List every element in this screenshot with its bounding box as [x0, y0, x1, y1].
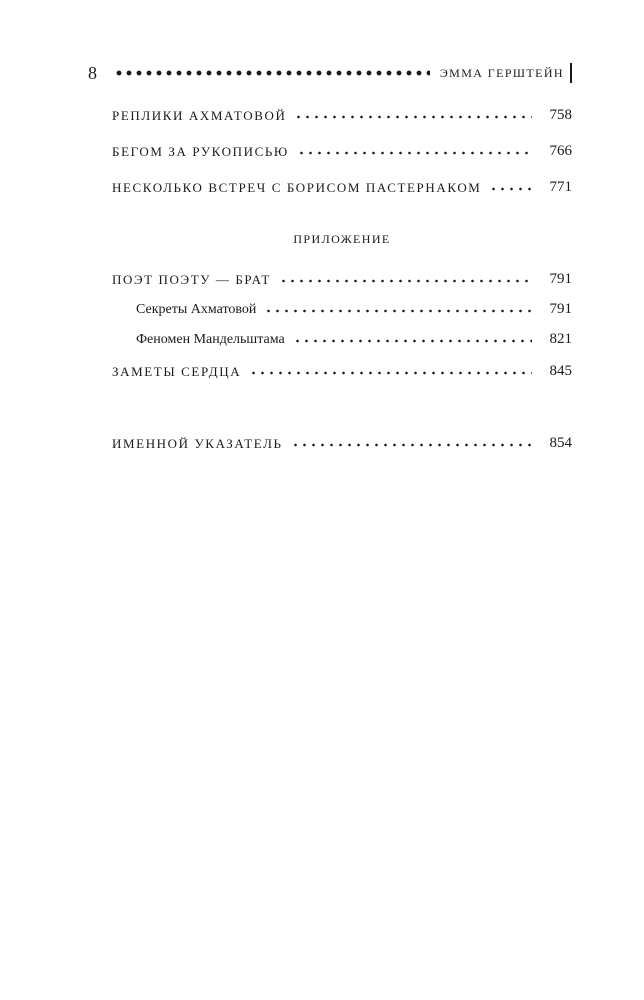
toc-dot-leader: [293, 339, 532, 343]
toc-dot-leader: [297, 151, 532, 155]
toc-subentry-page: 791: [549, 301, 572, 317]
toc-entry-title: НЕСКОЛЬКО ВСТРЕЧ С БОРИСОМ ПАСТЕРНАКОМ: [112, 180, 482, 195]
toc-subentry-page: 821: [549, 331, 572, 347]
toc-entry-page: 845: [549, 363, 572, 379]
toc-entry-index[interactable]: [112, 428, 572, 452]
header-dot-rule: [114, 70, 430, 76]
toc-dot-leader: [489, 187, 532, 191]
toc-entry[interactable]: [112, 172, 572, 196]
toc-subentry[interactable]: [136, 324, 572, 348]
toc-dot-leader: [294, 115, 532, 119]
toc-entry[interactable]: [112, 136, 572, 160]
toc-entry-title: ИМЕННОЙ УКАЗАТЕЛЬ: [112, 436, 283, 451]
toc-entry-title: ПОЭТ ПОЭТУ — БРАТ: [112, 272, 271, 287]
toc-entry-title: РЕПЛИКИ АХМАТОВОЙ: [112, 108, 287, 123]
toc-dot-leader: [291, 443, 532, 447]
page-number: 8: [88, 62, 97, 83]
toc-dot-leader: [264, 309, 532, 313]
toc-entry-page: 791: [549, 271, 572, 287]
toc-subentry-title: Секреты Ахматовой: [136, 302, 257, 317]
toc-entry-page: 758: [549, 107, 572, 123]
header-vertical-bar: [570, 63, 572, 83]
toc-entry[interactable]: [112, 356, 572, 380]
appendix-heading: ПРИЛОЖЕНИЕ: [293, 232, 391, 246]
running-head: [88, 60, 572, 86]
toc-entry[interactable]: [112, 264, 572, 288]
toc-entry-title: БЕГОМ ЗА РУКОПИСЬЮ: [112, 144, 289, 159]
toc-subentry-title: Феномен Мандельштама: [136, 332, 285, 347]
toc-entry-page: 771: [549, 179, 572, 195]
toc-dot-leader: [249, 371, 532, 375]
running-head-author: ЭММА ГЕРШТЕЙН: [439, 65, 564, 80]
toc-entry[interactable]: [112, 100, 572, 124]
toc-entry-page: 766: [549, 143, 572, 159]
toc-entry-title: ЗАМЕТЫ СЕРДЦА: [112, 364, 242, 379]
toc-dot-leader: [279, 279, 532, 283]
toc-subentry[interactable]: [136, 294, 572, 318]
toc-entry-page: 854: [549, 435, 572, 451]
